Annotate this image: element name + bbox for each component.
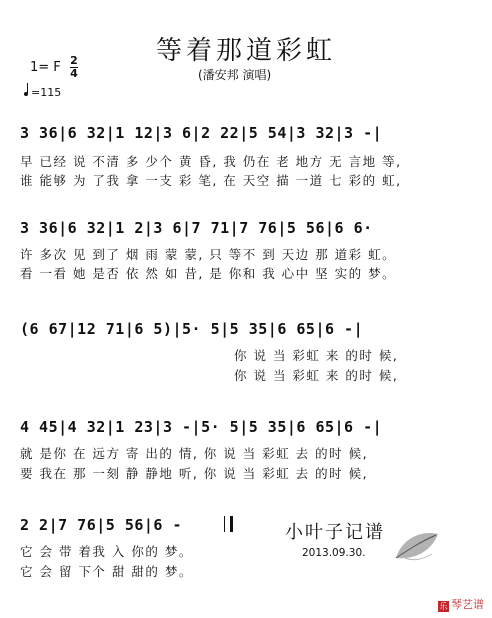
final-barline-thin (224, 516, 225, 532)
quarter-note-icon (24, 92, 28, 96)
notation-line-3: (6 67|12 71|6 5)|5· 5|5 35|6 65|6 -| (20, 320, 364, 338)
lyric-line-5b: 它 会 留 下个 甜 甜的 梦。 (20, 564, 193, 579)
leaf-icon (392, 528, 440, 564)
key-signature: 1= F (30, 60, 61, 75)
logo-text: 琴艺谱 (451, 598, 484, 611)
song-title: 等着那道彩虹 (155, 36, 336, 66)
lyric-line-5a: 它 会 带 着我 入 你的 梦。 (20, 544, 193, 559)
tempo-value: =115 (31, 86, 62, 99)
lyric-line-2b: 看 一看 她 是否 依 然 如 昔, 是 你和 我 心中 坚 实的 梦。 (20, 266, 397, 281)
time-signature-bottom: 4 (70, 67, 78, 80)
lyric-line-1a: 早 已经 说 不清 多 少个 黄 昏, 我 仍在 老 地方 无 言地 等, (20, 154, 402, 169)
notation-line-1: 3 36|6 32|1 12|3 6|2 22|5 54|3 32|3 -| (20, 124, 383, 142)
notation-line-4: 4 45|4 32|1 23|3 -|5· 5|5 35|6 65|6 -| (20, 418, 383, 436)
notation-line-5: 2 2|7 76|5 56|6 - (20, 516, 183, 534)
tempo-marking (24, 86, 61, 99)
lyric-line-3b: 你 说 当 彩虹 来 的时 候, (234, 368, 399, 383)
lyric-line-2a: 许 多次 见 到了 烟 雨 蒙 蒙, 只 等不 到 天边 那 道彩 虹。 (20, 247, 397, 262)
final-barline-thick (230, 516, 233, 532)
transcription-date: 2013.09.30. (302, 547, 366, 559)
transcriber-signature: 小叶子记谱 (285, 522, 385, 543)
time-signature-top: 2 (70, 54, 78, 67)
lyric-line-1b: 谁 能够 为 了我 拿 一支 彩 笔, 在 天空 描 一道 七 彩的 虹, (20, 173, 402, 188)
lyric-line-3a: 你 说 当 彩虹 来 的时 候, (234, 348, 399, 363)
logo-mark-icon: 乐 (439, 602, 448, 611)
lyric-line-4b: 要 我在 那 一刻 静 静地 听, 你 说 当 彩虹 去 的时 候, (20, 466, 369, 481)
notation-line-2: 3 36|6 32|1 2|3 6|7 71|7 76|5 56|6 6· (20, 219, 373, 237)
lyric-line-4a: 就 是你 在 远方 寄 出的 情, 你 说 当 彩虹 去 的时 候, (20, 446, 369, 461)
song-subtitle: (潘安邦 演唱) (198, 68, 272, 82)
site-logo (438, 596, 484, 612)
time-signature (70, 56, 78, 79)
